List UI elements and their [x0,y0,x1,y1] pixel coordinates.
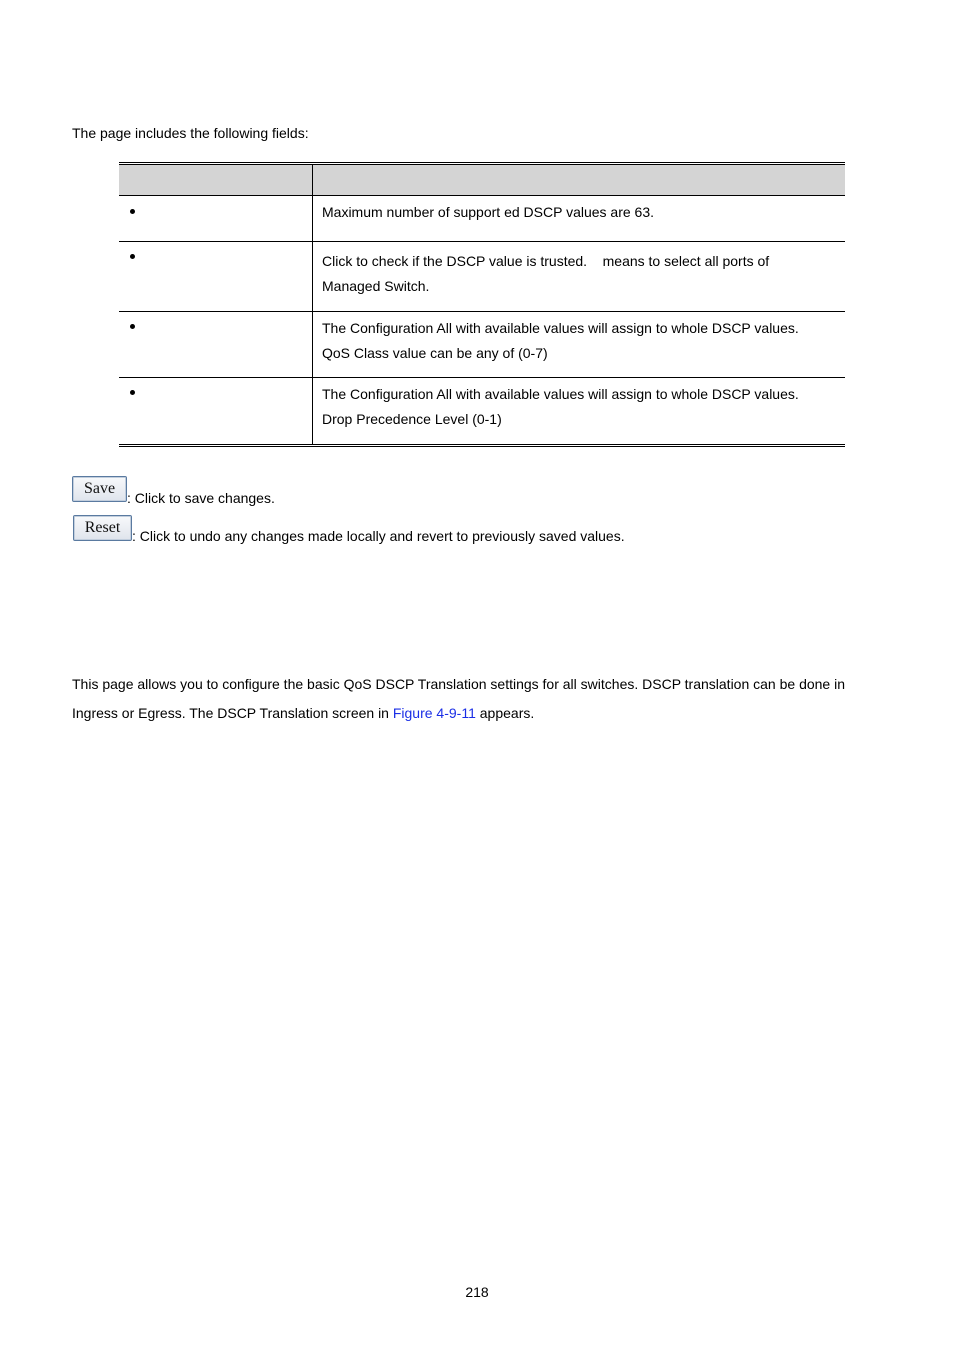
description-cell [313,378,846,446]
paragraph-text-end: appears. [475,705,535,721]
intro-text: The page includes the following fields: [72,125,309,141]
description-line: Managed Switch. [322,278,430,294]
dscp-translation-paragraph [72,670,892,728]
bullet-icon [130,254,135,259]
header-object [119,164,313,196]
save-description: : Click to save changes. [127,490,275,506]
object-cell [119,378,313,446]
reset-button[interactable]: Reset [73,515,132,541]
description-line: QoS Class value can be any of (0-7) [322,345,548,361]
header-description [313,164,846,196]
bullet-icon [130,324,135,329]
table-row [119,312,845,378]
description-cell [313,196,846,242]
figure-link[interactable]: Figure 4-9-11 [392,705,476,721]
table-row [119,378,845,446]
object-cell [119,312,313,378]
description-line: Drop Precedence Level (0-1) [322,411,502,427]
paragraph-text: This page allows you to configure the basic QoS DSCP Translation settings for all switches. DSCP translation can be done in Ingress or Egress. The DSCP Translation screen in [72,676,846,721]
description-line: The Configuration All with available values will assign to whole DSCP values. [322,320,799,336]
description-line: The Configuration All with available values will assign to whole DSCP values. [322,386,799,402]
table-row [119,242,845,312]
page-number: 218 [465,1284,489,1300]
description-line: Maximum number of support ed DSCP values are 63. [322,204,655,220]
table-row [119,196,845,242]
bullet-icon [130,209,135,214]
description-cell [313,242,846,312]
description-cell [313,312,846,378]
object-cell [119,196,313,242]
description-line: Click to check if the DSCP value is trusted. means to select all ports of [322,253,770,269]
object-cell [119,242,313,312]
fields-table [119,162,845,447]
bullet-icon [130,390,135,395]
reset-description: : Click to undo any changes made locally and revert to previously saved values. [132,528,625,544]
table-header-row [119,164,845,196]
save-button[interactable]: Save [72,476,127,502]
